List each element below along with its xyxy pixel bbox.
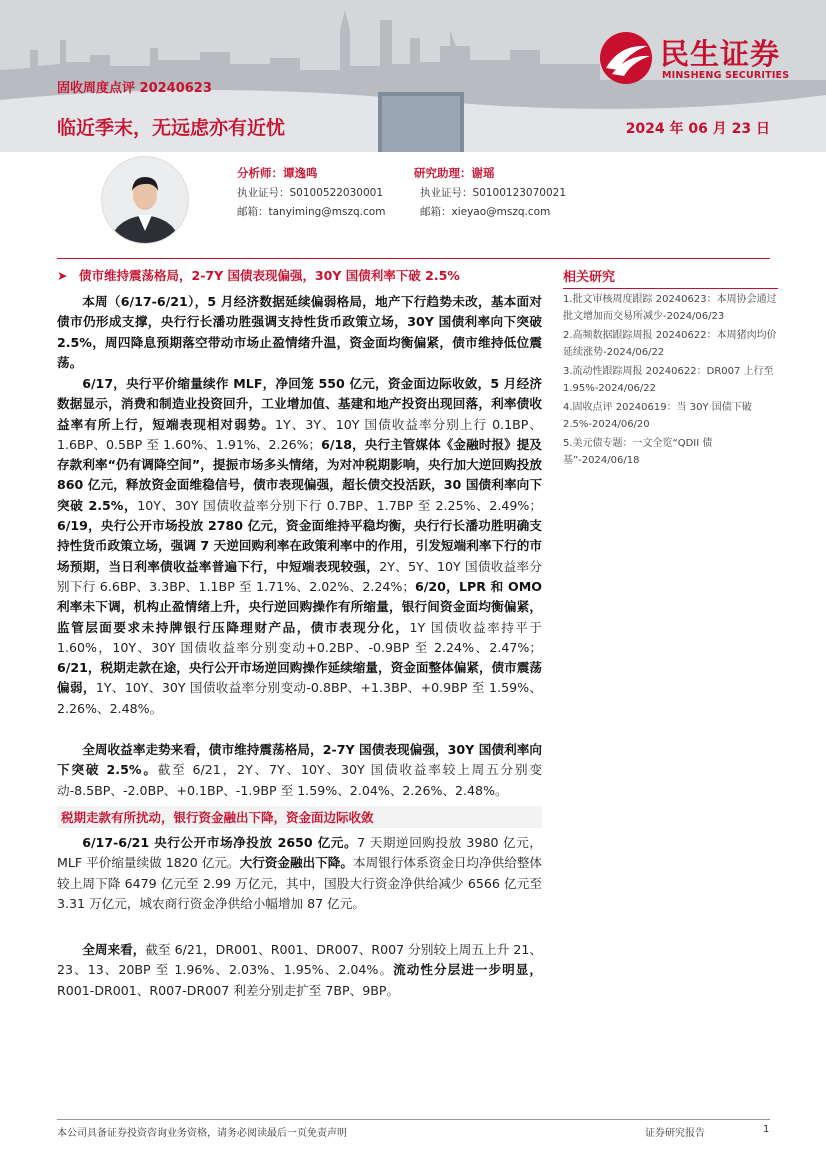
paragraph-open-market: [57, 833, 542, 914]
analyst-name: 谭逸鸣: [283, 166, 318, 180]
report-header: [0, 0, 826, 152]
analyst-avatar: [101, 156, 189, 244]
sidebar-title: 相关研究: [563, 266, 778, 289]
related-report-link[interactable]: 2.高频数据跟踪周报 20240622：本周猪肉均价延续涨势-2024/06/22: [563, 330, 777, 358]
daily-bold-0620: 6/20，LPR 和 OMO 利率未下调，机构止盈情绪上升，央行逆回购操作有所缩量，银行间资金面均衡偏紧，监管层面要求未持牌银行压降理财产品，债市表现分化，: [57, 578, 542, 635]
arrow-right-icon: ➤: [57, 268, 68, 283]
paragraph-overview: [57, 292, 542, 373]
section-subheading: 税期走款有所扰动，银行资金融出下降，资金面边际收敛: [57, 806, 542, 828]
minsheng-logo-icon: [598, 30, 656, 86]
assistant-name: 谢瑶: [471, 166, 495, 180]
daily-text-0620: 1Y 国债收益率持平于 1.60%，10Y、30Y 国债收益率分别变动+0.2BP、-0.9BP 至 2.24%、2.47%；: [57, 619, 543, 655]
related-report-link[interactable]: 3.流动性跟踪周报 20240622：DR007 上行至 1.95%-2024/06/22: [563, 366, 774, 394]
bank-supply-text: 本周银行体系资金日均净供给整体较上周下降 6479 亿元至 2.99 万亿元，其中，国股大行资金净供给减少 6566 亿元至 3.31 万亿元，城农商行资金净供给小幅增加 87 亿元。: [57, 855, 543, 911]
analyst-cert: 执业证号：S0100522030001: [237, 187, 384, 199]
footer-divider: [57, 1119, 770, 1120]
section-headline: [57, 266, 542, 284]
weekly-summary-bold: 全周收益率走势来看，债市维持震荡格局，2-7Y 国债表现偏强，30Y 国债利率向下突破 2.5%。: [57, 742, 542, 778]
assistant-role: 研究助理：: [414, 166, 472, 180]
related-report-link[interactable]: 5.美元债专题：一文全览“QDII 债基”-2024/06/18: [563, 438, 713, 466]
footer-report-type: 证券研究报告: [645, 1128, 705, 1139]
paragraph-overview-text: 本周（6/17-6/21），5 月经济数据延续偏弱格局，地产下行趋势未改，基本面对债市仍形成支撑，央行行长潘功胜强调支持性货币政策立场，30Y 国债利率向下突破 2.5%，周四降息预期落空带动市场止盈情绪升温，资金面均衡偏紧，债市维持低位震荡。: [57, 294, 542, 370]
report-tag: 固收周度点评 20240623: [57, 81, 212, 96]
page-number: 1: [763, 1124, 770, 1135]
daily-bold-0621: 6/21，税期走款在途，央行公开市场逆回购操作延续缩量，资金面整体偏紧，债市震荡偏弱，: [57, 660, 542, 696]
daily-text-0619: 2Y、5Y、10Y 国债收益率分别下行 6.6BP、3.3BP、1.1BP 至 1.71%、2.02%、2.24%；: [57, 558, 543, 594]
daily-text-0618: 10Y、30Y 国债收益率分别下行 0.7BP、1.7BP 至 2.25%、2.49%；: [137, 497, 542, 513]
analyst-block-2: [414, 164, 566, 222]
analyst-role: 分析师：: [237, 166, 283, 180]
liquidity-bold: 流动性分层进一步明显，: [393, 962, 542, 978]
daily-bold-0619: 6/19，央行公开市场投放 2780 亿元，资金面维持平稳均衡，央行行长潘功胜明确支持性货币政策立场，强调 7 天逆回购利率在政策利率中的作用，引发短端利率下行的市场预期，当日利率债收益率普遍下行，中短端表现较强，: [57, 518, 542, 574]
open-market-text: 7 天期逆回购投放 3980 亿元，MLF 平价缩量续做 1820 亿元。: [57, 835, 542, 871]
paragraph-daily-review: [57, 374, 542, 719]
report-title: 临近季末，无远虑亦有近忧: [57, 117, 286, 139]
daily-text-0617: 1Y、3Y、10Y 国债收益率分别上行 0.1BP、1.6BP、0.5BP 至 1.60%、1.91%、2.26%；: [57, 416, 542, 452]
related-report-link[interactable]: 1.批文审核周度跟踪 20240623：本周协会通过批文增加而交易所减少-2024/06/23: [563, 294, 777, 322]
rates-text: 截至 6/21，DR001、R001、DR007、R007 分别较上周五上升 21、23、13、20BP 至 1.96%、2.03%、1.95%、2.04%。: [57, 942, 542, 978]
company-logo: [598, 30, 808, 86]
footer-disclaimer: 本公司具备证券投资咨询业务资格，请务必阅读最后一页免责声明: [57, 1128, 347, 1139]
logo-english-name: MINSHENG SECURITIES: [662, 70, 790, 81]
related-research-sidebar: [563, 266, 778, 469]
related-report-link[interactable]: 4.固收点评 20240619：当 30Y 国债下破 2.5%-2024/06/20: [563, 402, 752, 430]
open-market-bold: 6/17-6/21 央行公开市场净投放 2650 亿元。: [82, 835, 358, 850]
assistant-cert: 执业证号：S0100123070021: [420, 187, 567, 199]
header-divider: [57, 258, 770, 259]
daily-bold-0618: 6/18，央行主管媒体《金融时报》提及存款利率“仍有调降空间”，提振市场多头情绪，为对冲税期影响，央行加大逆回购投放 860 亿元，释放资金面维稳信号，债市表现偏强，超长债交投活跃，30 国债利率向下突破 2.5%，: [57, 436, 542, 513]
analyst-email: 邮箱：tanyiming@mszq.com: [237, 206, 386, 218]
assistant-email: 邮箱：xieyao@mszq.com: [420, 206, 551, 218]
liquidity-text: R001-DR001、R007-DR007 利差分别走扩至 7BP、9BP。: [57, 982, 400, 998]
daily-bold-0617: 6/17，央行平价缩量续作 MLF，净回笼 550 亿元，资金面边际收敛，5 月经济数据显示，消费和制造业投资回升，工业增加值、基建和地产投资出现回落，利率债收益率有所上行，短端表现相对弱势。: [57, 376, 542, 432]
report-date: 2024 年 06 月 23 日: [625, 121, 770, 137]
logo-chinese-name: 民生证券: [660, 37, 781, 71]
weekly-summary-text: 截至 6/21，2Y、7Y、10Y、30Y 国债收益率较上周五分别变动-8.5BP、-2.0BP、+0.1BP、-1.9BP 至 1.59%、2.04%、2.26%、2.48%。: [57, 762, 543, 798]
bank-supply-bold: 大行资金融出下降。: [239, 855, 354, 871]
headline-text: 债市维持震荡格局，2-7Y 国债表现偏强，30Y 国债利率下破 2.5%: [79, 268, 460, 283]
paragraph-rates: [57, 940, 542, 1001]
analyst-block-1: [237, 164, 385, 222]
daily-text-0621: 1Y、10Y、30Y 国债收益率分别变动-0.8BP、+1.3BP、+0.9BP 至 1.59%、2.26%、2.48%。: [57, 680, 543, 716]
person-photo-icon: [102, 157, 188, 243]
paragraph-weekly-summary: [57, 740, 542, 801]
rates-bold: 全周来看，: [82, 942, 146, 957]
